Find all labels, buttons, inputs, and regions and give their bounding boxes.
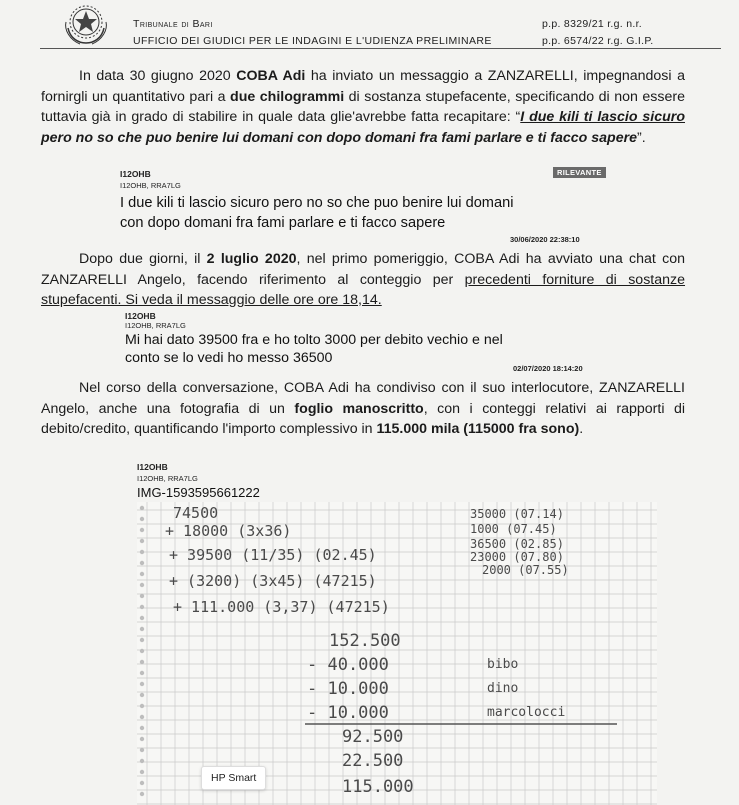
- p1-quote: pero no so che puo benire lui domani con dopo domani fra fami parlare e ti facco sapere: [41, 129, 637, 146]
- chat2-message: [125, 331, 503, 367]
- relevant-badge: RILEVANTE: [553, 167, 606, 178]
- p2-underlined-reference: precedenti forniture di sostanze stupefacenti. Si veda il messaggio delle ore ore 18,14.: [41, 271, 686, 308]
- p1-text: ”.: [637, 129, 646, 146]
- handwritten-sheet-photo: [137, 502, 657, 805]
- spiral-hole: [140, 759, 144, 763]
- p3-text: Nel corso della conversazione, COBA Adi ha condiviso con il suo interlocutore, ZANZARELLI Angelo, anche una fotografia di un: [41, 380, 685, 417]
- sheet-line: 74500: [173, 504, 219, 522]
- spiral-hole: [140, 594, 144, 598]
- spiral-hole: [140, 550, 144, 554]
- spiral-hole: [140, 616, 144, 620]
- chat1-message: [120, 193, 513, 233]
- sheet-line: + 111.000 (3,37) (47215): [173, 598, 390, 616]
- sheet-line: + (3200) (3x45) (47215): [169, 572, 377, 590]
- spiral-hole: [140, 561, 144, 565]
- spiral-hole: [140, 627, 144, 631]
- p1-bold-quantity: due chilogrammi: [230, 88, 345, 105]
- sheet-line: + 18000 (3x36): [165, 522, 292, 540]
- p3-text: .: [579, 421, 584, 437]
- spiral-hole: [140, 781, 144, 785]
- p1-text: In data 30 giugno 2020: [79, 68, 237, 84]
- p2-text: , nel primo pomeriggio, COBA Adi ha avviato una chat con ZANZARELLI Angelo, facendo riferimento al conteggio per: [41, 251, 685, 288]
- sheet-line: 23000 (07.80): [470, 550, 564, 564]
- spiral-hole: [140, 726, 144, 730]
- spiral-hole: [140, 715, 144, 719]
- case-number-gip: p.p. 6574/22 r.g. G.I.P.: [542, 35, 654, 47]
- paragraph-second-chat: [41, 249, 685, 311]
- sheet-note: bibo: [487, 657, 519, 672]
- case-number-rg: p.p. 8329/21 r.g. n.r.: [542, 18, 643, 30]
- spiral-hole: [140, 737, 144, 741]
- p3-bold-amount: 115.000 mila (115000 fra sono): [376, 421, 580, 437]
- spiral-hole: [140, 748, 144, 752]
- sheet-line: 36500 (02.85): [470, 537, 564, 551]
- chat1-message-line: con dopo domani fra fami parlare e ti facco sapere: [120, 215, 446, 231]
- chat2-timestamp: 02/07/2020 18:14:20: [513, 364, 583, 373]
- chat1-timestamp: 30/06/2020 22:38:10: [510, 235, 580, 244]
- header-divider: [40, 48, 721, 49]
- spiral-hole: [140, 638, 144, 642]
- sheet-note: marcolocci: [487, 705, 566, 720]
- office-name: UFFICIO DEI GIUDICI PER LE INDAGINI E L'UDIENZA PRELIMINARE: [133, 35, 492, 47]
- chat3-participants: I12OHB, RRA7LG: [137, 474, 198, 483]
- sheet-line: + 39500 (11/35) (02.45): [169, 546, 377, 564]
- p2-text: Dopo due giorni, il: [79, 251, 207, 267]
- hp-smart-tooltip[interactable]: HP Smart: [201, 766, 266, 790]
- italian-republic-emblem-icon: [60, 2, 112, 46]
- chat2-message-line: Mi hai dato 39500 fra e ho tolto 3000 per debito vechio e nel: [125, 332, 503, 348]
- chat3-image-filename: IMG-1593595661222: [137, 485, 260, 500]
- spiral-hole: [140, 528, 144, 532]
- sheet-sum-line: - 40.000: [307, 655, 389, 675]
- sheet-line: 35000 (07.14): [470, 507, 564, 521]
- spiral-hole: [140, 704, 144, 708]
- court-name: Tribunale di Bari: [133, 18, 213, 30]
- spiral-hole: [140, 792, 144, 796]
- letterhead-office: [133, 16, 492, 50]
- spiral-hole: [140, 517, 144, 521]
- spiral-hole: [140, 671, 144, 675]
- p1-bold-name: COBA Adi: [236, 68, 306, 84]
- p2-bold-date: 2 luglio 2020: [206, 251, 297, 267]
- sheet-sum-line: 152.500: [329, 631, 401, 651]
- spiral-hole: [140, 539, 144, 543]
- sheet-note: dino: [487, 681, 519, 696]
- letterhead-case-numbers: [542, 16, 654, 50]
- chat3-sender-id: I12OHB: [137, 462, 168, 472]
- spiral-hole: [140, 770, 144, 774]
- spiral-hole: [140, 660, 144, 664]
- spiral-hole: [140, 693, 144, 697]
- chat1-participants: I12OHB, RRA7LG: [120, 181, 181, 190]
- p3-text: , con i conteggi relativi ai rapporti di debito/credito, quantificando l'importo complessivo in: [41, 400, 686, 437]
- chat1-message-line: I due kili ti lascio sicuro pero no so che puo benire lui domani: [120, 195, 514, 211]
- paragraph-first-message: [41, 66, 685, 148]
- sheet-sum-line: - 10.000: [307, 703, 389, 723]
- paragraph-handwritten-sheet: [41, 378, 685, 440]
- spiral-hole: [140, 583, 144, 587]
- p1-text: di sostanza stupefacente, specificando di non essere tuttavia già in grado di stabilire in quale data glie'avrebbe fatta recapitare: “: [41, 88, 685, 125]
- p1-text: ha inviato un messaggio a ZANZARELLI, impegnandosi a fornirgli un quantitativo pari a: [41, 68, 686, 105]
- sheet-total-line: 22.500: [342, 751, 404, 771]
- spiral-hole: [140, 682, 144, 686]
- chat2-sender-id: I12OHB: [125, 311, 156, 321]
- spiral-hole: [140, 572, 144, 576]
- p3-bold-sheet: foglio manoscritto: [294, 400, 424, 417]
- chat2-participants: I12OHB, RRA7LG: [125, 321, 186, 330]
- sheet-total-line: 92.500: [342, 727, 404, 747]
- sheet-line: 1000 (07.45): [470, 522, 557, 536]
- chat1-sender-id: I12OHB: [120, 169, 151, 179]
- sheet-sum-line: - 10.000: [307, 679, 389, 699]
- spiral-hole: [140, 649, 144, 653]
- sheet-total-line: 115.000: [342, 777, 414, 797]
- sheet-line: 2000 (07.55): [482, 563, 569, 577]
- spiral-hole: [140, 605, 144, 609]
- spiral-hole: [140, 506, 144, 510]
- chat2-message-line: conto se lo vedi ho messo 36500: [125, 350, 333, 366]
- p1-quote-underlined: I due kili ti lascio sicuro: [520, 109, 685, 125]
